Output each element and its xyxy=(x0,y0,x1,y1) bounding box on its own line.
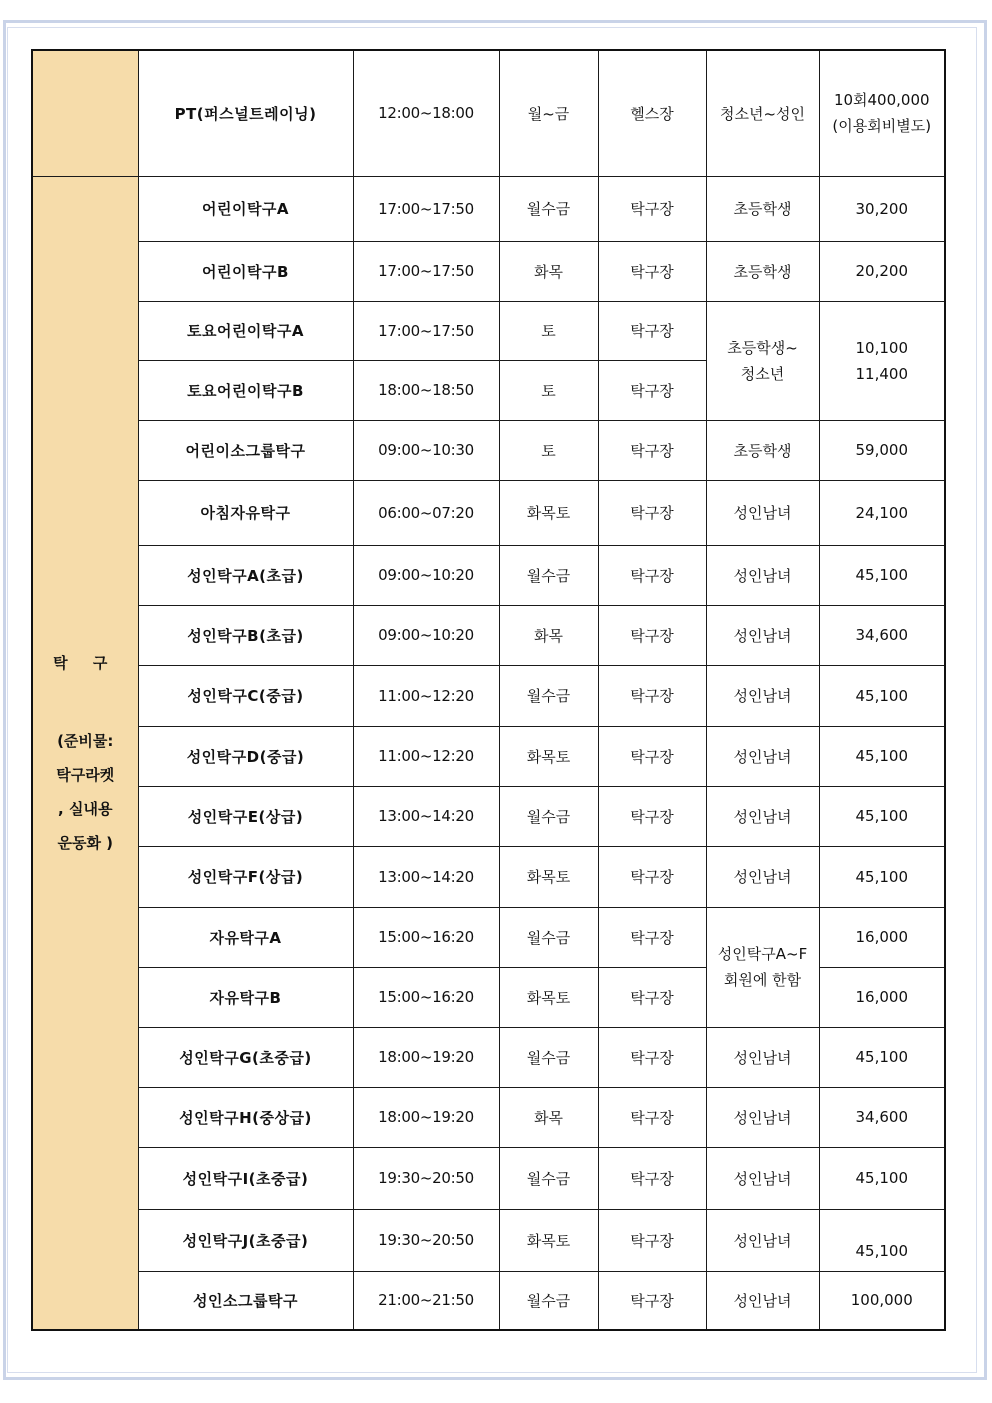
program-place: 탁구장 xyxy=(598,1271,706,1330)
program-days: 화목 xyxy=(499,605,598,665)
category-note-line: (준비물: xyxy=(57,731,114,750)
table-row xyxy=(32,420,945,480)
program-place: 탁구장 xyxy=(598,605,706,665)
fee-line: 10회400,000 xyxy=(833,91,930,110)
program-time: 15:00~16:20 xyxy=(353,907,499,967)
program-target: 청소년~성인 xyxy=(706,50,819,176)
program-place: 탁구장 xyxy=(598,1147,706,1209)
program-name: 성인탁구C(중급) xyxy=(138,665,353,726)
program-fee: 34,600 xyxy=(819,605,945,665)
program-place: 탁구장 xyxy=(598,967,706,1027)
program-target: 성인남녀 xyxy=(706,480,819,545)
table-row xyxy=(32,1027,945,1087)
program-time: 18:00~19:20 xyxy=(353,1027,499,1087)
program-place: 탁구장 xyxy=(598,1209,706,1271)
category-note-line: 탁구라켓 xyxy=(56,765,115,784)
program-fee: 45,100 xyxy=(819,1027,945,1087)
program-name: 성인탁구I(초중급) xyxy=(138,1147,353,1209)
program-time: 13:00~14:20 xyxy=(353,786,499,846)
program-fee: 16,000 xyxy=(819,907,945,967)
program-target xyxy=(706,301,819,420)
target-line: 청소년 xyxy=(740,364,785,383)
table-row xyxy=(32,907,945,967)
program-place: 탁구장 xyxy=(598,420,706,480)
program-time: 15:00~16:20 xyxy=(353,967,499,1027)
table-row xyxy=(32,1209,945,1271)
program-name: 자유탁구A xyxy=(138,907,353,967)
program-target: 초등학생 xyxy=(706,420,819,480)
category-title: 탁 구 xyxy=(53,653,118,672)
table-row xyxy=(32,605,945,665)
program-fee: 45,100 xyxy=(819,665,945,726)
program-name: 자유탁구B xyxy=(138,967,353,1027)
program-time: 19:30~20:50 xyxy=(353,1147,499,1209)
program-time: 11:00~12:20 xyxy=(353,665,499,726)
program-time: 09:00~10:30 xyxy=(353,420,499,480)
program-name: 성인탁구E(상급) xyxy=(138,786,353,846)
program-place: 탁구장 xyxy=(598,301,706,360)
program-days: 화목토 xyxy=(499,1209,598,1271)
program-fee: 20,200 xyxy=(819,241,945,301)
program-time: 17:00~17:50 xyxy=(353,301,499,360)
category-note-line: , 실내용 xyxy=(58,799,113,818)
program-target: 성인남녀 xyxy=(706,786,819,846)
program-place: 탁구장 xyxy=(598,545,706,605)
program-fee: 45,100 xyxy=(819,846,945,907)
program-place: 탁구장 xyxy=(598,480,706,545)
program-name: 성인소그룹탁구 xyxy=(138,1271,353,1330)
program-target: 성인남녀 xyxy=(706,1087,819,1147)
program-name: 성인탁구H(중상급) xyxy=(138,1087,353,1147)
table-row xyxy=(32,50,945,176)
program-days: 월수금 xyxy=(499,786,598,846)
program-fee: 30,200 xyxy=(819,176,945,241)
program-fee: 24,100 xyxy=(819,480,945,545)
program-time: 11:00~12:20 xyxy=(353,726,499,786)
program-time: 06:00~07:20 xyxy=(353,480,499,545)
program-fee xyxy=(819,50,945,176)
program-target: 성인남녀 xyxy=(706,1147,819,1209)
program-time: 13:00~14:20 xyxy=(353,846,499,907)
program-place: 탁구장 xyxy=(598,846,706,907)
table-row xyxy=(32,1147,945,1209)
program-target: 성인남녀 xyxy=(706,1271,819,1330)
program-days: 월수금 xyxy=(499,665,598,726)
category-cell xyxy=(32,176,138,1330)
program-days: 화목토 xyxy=(499,480,598,545)
program-place: 탁구장 xyxy=(598,360,706,420)
program-days: 월수금 xyxy=(499,1271,598,1330)
table-row xyxy=(32,1271,945,1330)
table-row xyxy=(32,545,945,605)
target-line: 회원에 한함 xyxy=(723,971,802,989)
program-fee: 59,000 xyxy=(819,420,945,480)
program-fee: 100,000 xyxy=(819,1271,945,1330)
program-time: 21:00~21:50 xyxy=(353,1271,499,1330)
category-note-line: 운동화 ) xyxy=(57,833,114,852)
program-days: 화목 xyxy=(499,1087,598,1147)
program-name: PT(퍼스널트레이닝) xyxy=(138,50,353,176)
program-name: 어린이탁구A xyxy=(138,176,353,241)
program-fee: 34,600 xyxy=(819,1087,945,1147)
program-days: 토 xyxy=(499,301,598,360)
program-days: 화목토 xyxy=(499,726,598,786)
fee-line: 11,400 xyxy=(855,364,908,383)
program-days: 토 xyxy=(499,420,598,480)
program-place: 탁구장 xyxy=(598,1087,706,1147)
program-time: 09:00~10:20 xyxy=(353,605,499,665)
program-target: 성인남녀 xyxy=(706,665,819,726)
program-fee: 45,100 xyxy=(819,1147,945,1209)
category-cell-empty xyxy=(32,50,138,176)
program-place: 탁구장 xyxy=(598,1027,706,1087)
program-fee: 16,000 xyxy=(819,967,945,1027)
program-target: 성인남녀 xyxy=(706,1209,819,1271)
program-days: 화목토 xyxy=(499,846,598,907)
program-days: 화목토 xyxy=(499,967,598,1027)
program-time: 18:00~18:50 xyxy=(353,360,499,420)
program-days: 화목 xyxy=(499,241,598,301)
program-place: 탁구장 xyxy=(598,726,706,786)
program-name: 어린이탁구B xyxy=(138,241,353,301)
program-name: 성인탁구F(상급) xyxy=(138,846,353,907)
program-schedule-table xyxy=(31,49,946,1331)
program-time: 18:00~19:20 xyxy=(353,1087,499,1147)
program-place: 탁구장 xyxy=(598,907,706,967)
program-name: 성인탁구D(중급) xyxy=(138,726,353,786)
fee-line: (이용회비별도) xyxy=(832,117,932,136)
program-place: 헬스장 xyxy=(598,50,706,176)
program-place: 탁구장 xyxy=(598,665,706,726)
table-row xyxy=(32,665,945,726)
program-target: 성인남녀 xyxy=(706,545,819,605)
table-row xyxy=(32,726,945,786)
program-name: 아침자유탁구 xyxy=(138,480,353,545)
program-fee: 45,100 xyxy=(819,545,945,605)
table-row xyxy=(32,1087,945,1147)
program-place: 탁구장 xyxy=(598,241,706,301)
program-name: 토요어린이탁구B xyxy=(138,360,353,420)
program-days: 월수금 xyxy=(499,176,598,241)
program-fee xyxy=(819,1209,945,1271)
table-row xyxy=(32,480,945,545)
program-name: 어린이소그룹탁구 xyxy=(138,420,353,480)
program-target xyxy=(706,907,819,1027)
fee-line: 10,100 xyxy=(855,338,908,357)
table-row xyxy=(32,786,945,846)
program-fee: 45,100 xyxy=(819,726,945,786)
table-row xyxy=(32,176,945,241)
program-target: 성인남녀 xyxy=(706,726,819,786)
program-days: 토 xyxy=(499,360,598,420)
program-fee xyxy=(819,301,945,420)
program-days: 월수금 xyxy=(499,907,598,967)
program-time: 17:00~17:50 xyxy=(353,241,499,301)
program-days: 월수금 xyxy=(499,1147,598,1209)
target-line: 초등학생~ xyxy=(727,338,798,357)
program-name: 토요어린이탁구A xyxy=(138,301,353,360)
program-fee: 45,100 xyxy=(819,786,945,846)
program-days: 월수금 xyxy=(499,545,598,605)
table-row xyxy=(32,301,945,360)
program-target: 초등학생 xyxy=(706,176,819,241)
program-target: 성인남녀 xyxy=(706,846,819,907)
program-target: 초등학생 xyxy=(706,241,819,301)
program-time: 17:00~17:50 xyxy=(353,176,499,241)
program-place: 탁구장 xyxy=(598,786,706,846)
program-name: 성인탁구G(초중급) xyxy=(138,1027,353,1087)
program-time: 12:00~18:00 xyxy=(353,50,499,176)
program-days: 월수금 xyxy=(499,1027,598,1087)
table-row xyxy=(32,846,945,907)
program-name: 성인탁구J(초중급) xyxy=(138,1209,353,1271)
program-target: 성인남녀 xyxy=(706,1027,819,1087)
program-time: 09:00~10:20 xyxy=(353,545,499,605)
program-name: 성인탁구B(초급) xyxy=(138,605,353,665)
program-name: 성인탁구A(초급) xyxy=(138,545,353,605)
program-target: 성인남녀 xyxy=(706,605,819,665)
program-time: 19:30~20:50 xyxy=(353,1209,499,1271)
program-days: 월~금 xyxy=(499,50,598,176)
target-line: 성인탁구A~F xyxy=(717,945,808,963)
program-place: 탁구장 xyxy=(598,176,706,241)
fee-value: 45,100 xyxy=(855,1242,908,1260)
table-row xyxy=(32,241,945,301)
